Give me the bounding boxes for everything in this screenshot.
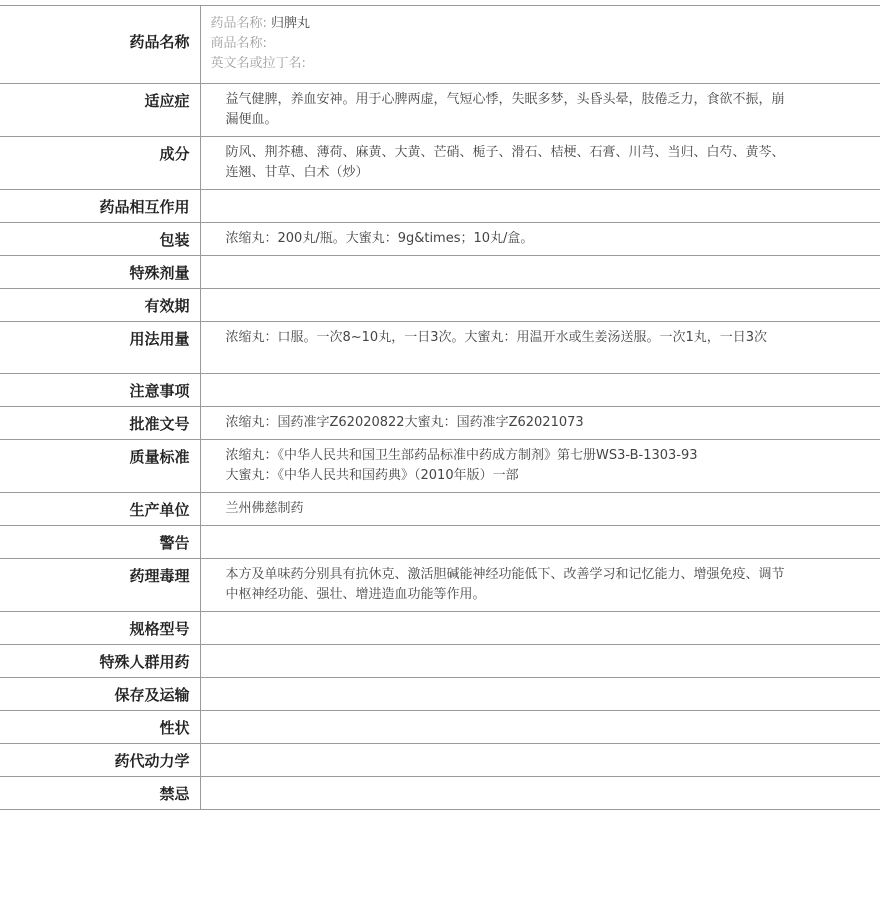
row-label-cell (0, 190, 200, 223)
row-label-cell (0, 223, 200, 256)
row-value (201, 612, 880, 624)
name-line-latin (211, 54, 871, 74)
row-label-cell (0, 612, 200, 645)
row-value-cell (200, 256, 880, 289)
table-row-pharmacology (0, 559, 880, 612)
table-row-shelf-life (0, 289, 880, 322)
row-label: 成分 (159, 145, 190, 163)
name-line-generic (211, 14, 871, 34)
row-label: 特殊人群用药 (99, 653, 190, 671)
row-value-cell (200, 612, 880, 645)
row-value (201, 744, 880, 756)
row-value (201, 777, 880, 789)
row-value-cell (200, 6, 880, 84)
table-row-specification (0, 612, 880, 645)
row-label: 保存及运输 (114, 686, 190, 704)
name-key: 英文名或拉丁名: (210, 56, 306, 71)
table-row-usage (0, 322, 880, 374)
row-value: 浓缩丸：国药准字Z62020822大蜜丸：国药准字Z62021073 (225, 415, 584, 430)
row-label-cell (0, 440, 200, 493)
row-label: 适应症 (144, 92, 190, 110)
name-value: 归脾丸 (271, 16, 311, 31)
row-label: 包装 (159, 231, 190, 249)
row-label: 药代动力学 (114, 752, 190, 770)
table-row-approval-number (0, 407, 880, 440)
table-row-ingredients (0, 137, 880, 190)
table-row-drug-name (0, 6, 880, 84)
row-value (201, 526, 880, 538)
row-value: 兰州佛慈制药 (225, 501, 304, 516)
row-label: 生产单位 (129, 501, 190, 519)
row-label-cell (0, 526, 200, 559)
row-value-cell (200, 407, 880, 440)
row-label-cell (0, 322, 200, 374)
row-label-cell (0, 777, 200, 810)
table-row-pharmacokinetics (0, 744, 880, 777)
row-value-cell (200, 526, 880, 559)
row-label: 注意事项 (129, 382, 190, 400)
row-value-cell (200, 711, 880, 744)
row-value-cell (200, 84, 880, 137)
row-label: 批准文号 (129, 415, 190, 433)
row-value-cell (200, 777, 880, 810)
row-label-cell (0, 84, 200, 137)
row-label: 禁忌 (159, 785, 190, 803)
row-value-cell (200, 645, 880, 678)
drug-name-block (201, 6, 880, 80)
row-value-cell (200, 190, 880, 223)
row-label: 特殊剂量 (129, 264, 190, 282)
row-label: 用法用量 (129, 330, 190, 348)
row-value: 益气健脾，养血安神。用于心脾两虚，气短心悸，失眠多梦，头昏头晕，肢倦乏力，食欲不振，崩漏便血。 (225, 92, 785, 127)
row-label-cell (0, 678, 200, 711)
row-value-cell (200, 559, 880, 612)
row-label-cell (0, 137, 200, 190)
row-value-cell (200, 744, 880, 777)
row-value-cell (200, 374, 880, 407)
row-label-cell (0, 645, 200, 678)
row-value: 防风、荆芥穗、薄荷、麻黄、大黄、芒硝、栀子、滑石、桔梗、石膏、川芎、当归、白芍、黄芩、连翘、甘草、白术（炒） (225, 145, 785, 180)
row-value-cell (200, 440, 880, 493)
row-label: 有效期 (144, 297, 190, 315)
table-row-precautions (0, 374, 880, 407)
row-value: 浓缩丸：200丸/瓶。大蜜丸：9g&times；10丸/盒。 (225, 231, 534, 246)
table-row-contraindications (0, 777, 880, 810)
table-row-storage (0, 678, 880, 711)
row-value (201, 645, 880, 657)
row-label-cell (0, 374, 200, 407)
row-label: 质量标准 (129, 448, 190, 466)
row-value: 浓缩丸：口服。一次8~10丸，一日3次。大蜜丸：用温开水或生姜汤送服。一次1丸，一日3次 (225, 330, 768, 345)
row-value-cell (200, 223, 880, 256)
row-value (201, 678, 880, 690)
row-value: 本方及单味药分别具有抗休克、激活胆碱能神经功能低下、改善学习和记忆能力、增强免疫、调节中枢神经功能、强壮、增进造血功能等作用。 (225, 567, 785, 602)
row-label: 规格型号 (129, 620, 190, 638)
row-label-cell (0, 744, 200, 777)
table-row-manufacturer (0, 493, 880, 526)
row-label: 药品相互作用 (99, 198, 190, 216)
table-row-warning (0, 526, 880, 559)
row-value-cell (200, 289, 880, 322)
table-row-special-populations (0, 645, 880, 678)
row-value (201, 256, 880, 268)
row-value-cell (200, 493, 880, 526)
row-label-cell (0, 493, 200, 526)
name-line-trade (211, 34, 871, 54)
row-label-cell (0, 6, 200, 84)
row-value-cell (200, 678, 880, 711)
row-value (201, 711, 880, 723)
table-row-packaging (0, 223, 880, 256)
row-value-cell (200, 137, 880, 190)
table-row-appearance (0, 711, 880, 744)
row-label: 药理毒理 (129, 567, 190, 585)
row-label-cell (0, 559, 200, 612)
table-row-interactions (0, 190, 880, 223)
table-row-indications (0, 84, 880, 137)
drug-spec-table (0, 5, 880, 810)
row-label: 警告 (159, 534, 190, 552)
row-value (201, 374, 880, 386)
row-value: 浓缩丸：《中华人民共和国卫生部药品标准中药成方制剂》第七册WS3-B-1303-93 大蜜丸：《中华人民共和国药典》（2010年版）一部 (225, 448, 698, 483)
name-key: 药品名称: (210, 16, 267, 31)
row-label-cell (0, 711, 200, 744)
table-row-special-dosage (0, 256, 880, 289)
row-label: 性状 (159, 719, 190, 737)
name-key: 商品名称: (210, 36, 267, 51)
table-row-quality-standard (0, 440, 880, 493)
row-value (201, 289, 880, 301)
row-label-cell (0, 256, 200, 289)
row-label: 药品名称 (129, 33, 190, 51)
row-value (201, 190, 880, 202)
row-label-cell (0, 289, 200, 322)
row-label-cell (0, 407, 200, 440)
row-value-cell (200, 322, 880, 374)
